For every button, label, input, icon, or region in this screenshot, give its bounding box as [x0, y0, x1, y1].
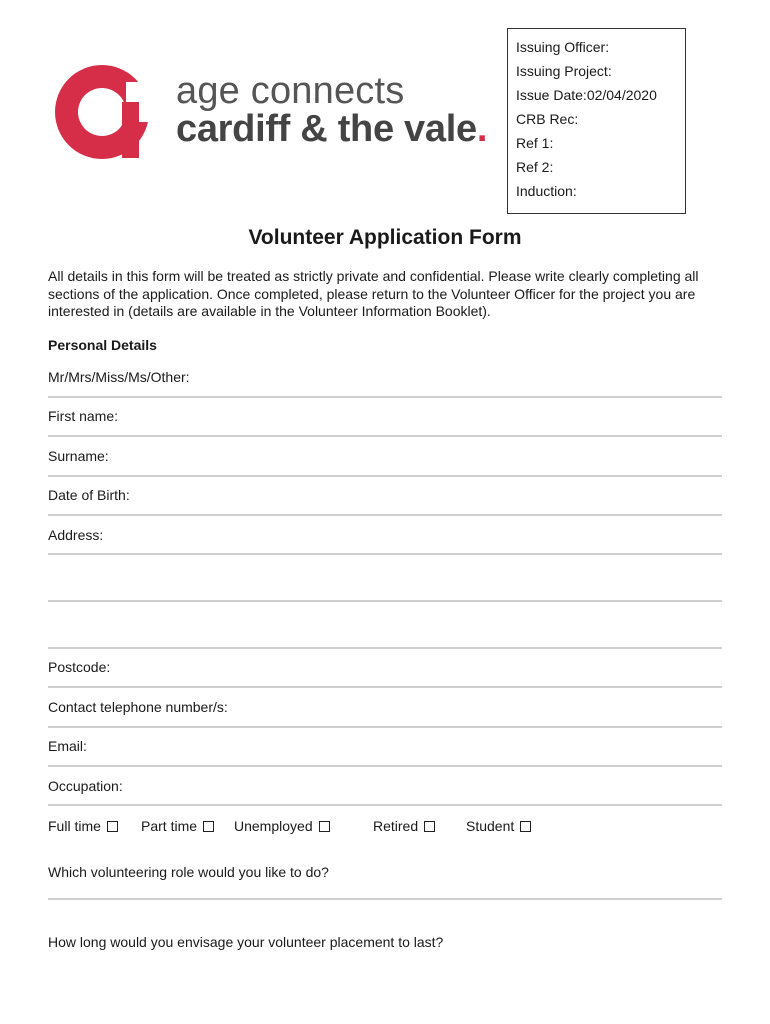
full-time-checkbox[interactable]	[107, 821, 118, 832]
logo-line-2-text: cardiff & the vale	[176, 108, 477, 150]
full-time-label: Full time	[48, 818, 101, 834]
role-answer-line[interactable]	[48, 898, 722, 900]
age-connects-logo-icon	[52, 62, 156, 162]
issuing-officer-label: Issuing Officer:	[516, 39, 610, 55]
unemployed-option[interactable]	[234, 818, 330, 834]
email-field-label: Email:	[48, 738, 87, 754]
part-time-option[interactable]	[141, 818, 214, 834]
office-use-box	[507, 28, 686, 214]
issuing-project-label: Issuing Project:	[516, 63, 612, 79]
address-field-line-1[interactable]	[48, 553, 722, 555]
student-label: Student	[466, 818, 515, 834]
section-personal-details: Personal Details	[48, 337, 157, 353]
retired-label: Retired	[373, 818, 419, 834]
title-field-label: Mr/Mrs/Miss/Ms/Other:	[48, 369, 190, 385]
dob-field-line[interactable]	[48, 514, 722, 516]
ref2-label: Ref 2:	[516, 159, 554, 175]
logo-line-1: age connects	[176, 70, 405, 112]
role-question: Which volunteering role would you like to do?	[48, 864, 329, 880]
ref1-label: Ref 1:	[516, 135, 554, 151]
duration-question: How long would you envisage your volunteer placement to last?	[48, 934, 444, 950]
logo	[52, 62, 502, 162]
part-time-checkbox[interactable]	[203, 821, 214, 832]
title-field-line[interactable]	[48, 396, 722, 398]
full-time-option[interactable]	[48, 818, 118, 834]
induction-label: Induction:	[516, 183, 577, 199]
dob-field-label: Date of Birth:	[48, 487, 130, 503]
page-title: Volunteer Application Form	[248, 226, 522, 249]
student-option[interactable]	[466, 818, 531, 834]
unemployed-checkbox[interactable]	[319, 821, 330, 832]
postcode-field-label: Postcode:	[48, 659, 111, 675]
phone-field-label: Contact telephone number/s:	[48, 699, 228, 715]
surname-field-label: Surname:	[48, 448, 109, 464]
first-name-field-label: First name:	[48, 408, 119, 424]
issue-date-label: Issue Date:02/04/2020	[516, 87, 657, 103]
student-checkbox[interactable]	[520, 821, 531, 832]
phone-field-line[interactable]	[48, 726, 722, 728]
logo-dot: .	[476, 108, 488, 150]
email-field-line[interactable]	[48, 765, 722, 767]
logo-line-2	[176, 108, 487, 151]
address-field-label: Address:	[48, 527, 104, 543]
address-field-line-3[interactable]	[48, 647, 722, 649]
postcode-field-line[interactable]	[48, 686, 722, 688]
intro-paragraph: All details in this form will be treated as strictly private and confidential. Please write clearly completing all sections of the application. Once completed, please return to the Volunteer Officer for the project you are interested in (details are available in the Volunteer Information Booklet).	[48, 268, 699, 319]
address-field-line-2[interactable]	[48, 600, 722, 602]
retired-checkbox[interactable]	[424, 821, 435, 832]
occupation-field-line[interactable]	[48, 804, 722, 806]
part-time-label: Part time	[141, 818, 198, 834]
crb-rec-label: CRB Rec:	[516, 111, 579, 127]
unemployed-label: Unemployed	[234, 818, 313, 834]
occupation-field-label: Occupation:	[48, 778, 123, 794]
first-name-field-line[interactable]	[48, 435, 722, 437]
surname-field-line[interactable]	[48, 475, 722, 477]
retired-option[interactable]	[373, 818, 435, 834]
